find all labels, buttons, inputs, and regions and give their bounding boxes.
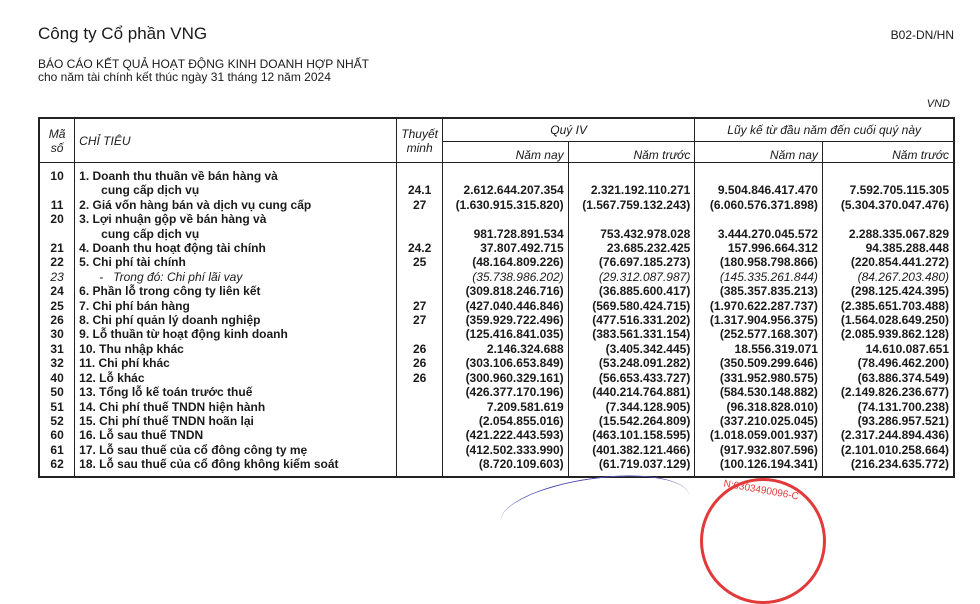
table-row bbox=[39, 443, 954, 457]
value-q4-this-year: 7.209.581.619 bbox=[442, 400, 568, 414]
row-code: 10 bbox=[39, 163, 75, 198]
value-ytd-prev-year: (2.149.826.236.677) bbox=[822, 385, 954, 399]
value-ytd-this-year: (1.970.622.287.737) bbox=[695, 299, 823, 313]
table-row bbox=[39, 428, 954, 442]
table-row bbox=[39, 342, 954, 356]
row-label-line: 6. Phần lỗ trong công ty liên kết bbox=[79, 284, 261, 299]
value-q4-prev-year: (477.516.331.202) bbox=[568, 313, 695, 327]
row-label bbox=[75, 443, 397, 457]
row-code: 52 bbox=[39, 414, 75, 428]
row-note bbox=[397, 212, 443, 241]
value-q4-prev-year: (36.885.600.417) bbox=[568, 284, 695, 298]
table-row bbox=[39, 327, 954, 341]
row-note bbox=[397, 443, 443, 457]
row-code: 30 bbox=[39, 327, 75, 341]
row-note bbox=[397, 284, 443, 298]
value-ytd-this-year: (252.577.168.307) bbox=[695, 327, 823, 341]
row-code: 22 bbox=[39, 255, 75, 269]
value-ytd-prev-year: (2.085.939.862.128) bbox=[822, 327, 954, 341]
row-label-line: 16. Lỗ sau thuế TNDN bbox=[79, 428, 204, 443]
row-label-line: 18. Lỗ sau thuế của cổ đông không kiểm soát bbox=[79, 457, 339, 472]
value-q4-this-year: (8.720.109.603) bbox=[442, 457, 568, 476]
row-note: 26 bbox=[397, 356, 443, 370]
row-note: 27 bbox=[397, 313, 443, 327]
row-code: 50 bbox=[39, 385, 75, 399]
row-note: 25 bbox=[397, 255, 443, 269]
value-ytd-prev-year: 94.385.288.448 bbox=[822, 241, 954, 255]
table-row bbox=[39, 163, 954, 198]
value-q4-this-year: (125.416.841.035) bbox=[442, 327, 568, 341]
row-note: 27 bbox=[397, 198, 443, 212]
row-label-line: 7. Chi phí bán hàng bbox=[79, 298, 190, 313]
row-label bbox=[75, 198, 397, 212]
row-label bbox=[75, 313, 397, 327]
value-q4-prev-year: (383.561.331.154) bbox=[568, 327, 695, 341]
row-label-line: 17. Lỗ sau thuế của cổ đông công ty mẹ bbox=[79, 442, 308, 457]
row-label-line: 2. Giá vốn hàng bán và dịch vụ cung cấp bbox=[79, 197, 312, 212]
value-q4-prev-year: 2.321.192.110.271 bbox=[568, 163, 695, 198]
row-note bbox=[397, 385, 443, 399]
value-ytd-prev-year: 7.592.705.115.305 bbox=[822, 163, 954, 198]
value-q4-prev-year: (15.542.264.809) bbox=[568, 414, 695, 428]
value-q4-prev-year: (1.567.759.132.243) bbox=[568, 198, 695, 212]
value-q4-this-year: (2.054.855.016) bbox=[442, 414, 568, 428]
report-title bbox=[38, 58, 369, 84]
income-statement-table bbox=[38, 117, 955, 478]
value-q4-this-year: (412.502.333.990) bbox=[442, 443, 568, 457]
header-note: Thuyết minh bbox=[397, 118, 443, 163]
value-q4-this-year: (48.164.809.226) bbox=[442, 255, 568, 269]
company-name: Công ty Cổ phần VNG bbox=[38, 24, 208, 43]
value-ytd-this-year: (1.317.904.956.375) bbox=[695, 313, 823, 327]
row-label-line: 10. Thu nhập khác bbox=[79, 341, 184, 356]
value-ytd-this-year: (331.952.980.575) bbox=[695, 371, 823, 385]
table-row bbox=[39, 371, 954, 385]
value-ytd-prev-year: (2.101.010.258.664) bbox=[822, 443, 954, 457]
table-row bbox=[39, 212, 954, 241]
table-row bbox=[39, 255, 954, 269]
row-label-line: 8. Chi phí quản lý doanh nghiệp bbox=[79, 313, 261, 328]
value-q4-this-year: 981.728.891.534 bbox=[442, 212, 568, 241]
row-label bbox=[75, 428, 397, 442]
value-ytd-this-year: 18.556.319.071 bbox=[695, 342, 823, 356]
value-q4-prev-year: (7.344.128.905) bbox=[568, 400, 695, 414]
row-code: 61 bbox=[39, 443, 75, 457]
table-row bbox=[39, 356, 954, 370]
company-seal bbox=[700, 478, 826, 604]
row-label bbox=[75, 414, 397, 428]
value-q4-prev-year: (61.719.037.129) bbox=[568, 457, 695, 476]
value-q4-prev-year: (569.580.424.715) bbox=[568, 299, 695, 313]
header-q4-this-year: Năm nay bbox=[442, 142, 568, 163]
row-label bbox=[75, 342, 397, 356]
value-q4-this-year: (300.960.329.161) bbox=[442, 371, 568, 385]
value-ytd-this-year: (6.060.576.371.898) bbox=[695, 198, 823, 212]
row-code: 23 bbox=[39, 270, 75, 284]
value-q4-this-year: (303.106.653.849) bbox=[442, 356, 568, 370]
seal-text: N:0303490096-C bbox=[722, 478, 800, 503]
row-code: 24 bbox=[39, 284, 75, 298]
row-label bbox=[75, 400, 397, 414]
row-code: 62 bbox=[39, 457, 75, 476]
value-ytd-this-year: (350.509.299.646) bbox=[695, 356, 823, 370]
value-ytd-prev-year: (78.496.462.200) bbox=[822, 356, 954, 370]
value-ytd-prev-year: (220.854.441.272) bbox=[822, 255, 954, 269]
row-label-line: 14. Chi phí thuế TNDN hiện hành bbox=[79, 399, 266, 414]
row-label-line: 4. Doanh thu hoạt động tài chính bbox=[79, 241, 266, 256]
row-label-line: cung cấp dịch vụ bbox=[101, 226, 200, 241]
row-note bbox=[397, 400, 443, 414]
value-q4-this-year: (309.818.246.716) bbox=[442, 284, 568, 298]
row-code: 26 bbox=[39, 313, 75, 327]
value-q4-this-year: (427.040.446.846) bbox=[442, 299, 568, 313]
value-ytd-this-year: (100.126.194.341) bbox=[695, 457, 823, 476]
row-label bbox=[75, 241, 397, 255]
value-q4-this-year: (1.630.915.315.820) bbox=[442, 198, 568, 212]
table-row bbox=[39, 270, 954, 284]
row-code: 11 bbox=[39, 198, 75, 212]
row-label-line: 5. Chi phí tài chính bbox=[79, 255, 186, 270]
value-ytd-prev-year: 14.610.087.651 bbox=[822, 342, 954, 356]
value-q4-prev-year: 753.432.978.028 bbox=[568, 212, 695, 241]
row-label-line: - Trong đó: Chi phí lãi vay bbox=[79, 269, 243, 284]
row-label bbox=[75, 385, 397, 399]
value-q4-this-year: 37.807.492.715 bbox=[442, 241, 568, 255]
row-label bbox=[75, 163, 397, 198]
value-q4-this-year: 2.146.324.688 bbox=[442, 342, 568, 356]
value-ytd-prev-year: (2.385.651.703.488) bbox=[822, 299, 954, 313]
row-label bbox=[75, 356, 397, 370]
value-ytd-prev-year: (298.125.424.395) bbox=[822, 284, 954, 298]
row-label-line: cung cấp dịch vụ bbox=[101, 183, 200, 198]
value-ytd-this-year: (385.357.835.213) bbox=[695, 284, 823, 298]
table-row bbox=[39, 284, 954, 298]
table-row bbox=[39, 299, 954, 313]
row-code: 31 bbox=[39, 342, 75, 356]
value-q4-this-year: 2.612.644.207.354 bbox=[442, 163, 568, 198]
value-q4-prev-year: (440.214.764.881) bbox=[568, 385, 695, 399]
row-label-line: 1. Doanh thu thuần về bán hàng và bbox=[79, 169, 278, 183]
row-code: 51 bbox=[39, 400, 75, 414]
row-note bbox=[397, 270, 443, 284]
signature bbox=[497, 465, 694, 552]
value-q4-prev-year: 23.685.232.425 bbox=[568, 241, 695, 255]
row-code: 32 bbox=[39, 356, 75, 370]
currency-label: VND bbox=[926, 98, 950, 110]
row-label bbox=[75, 270, 397, 284]
value-ytd-this-year: 3.444.270.045.572 bbox=[695, 212, 823, 241]
value-q4-prev-year: (463.101.158.595) bbox=[568, 428, 695, 442]
header-ytd-prev-year: Năm trước bbox=[822, 142, 954, 163]
value-q4-prev-year: (3.405.342.445) bbox=[568, 342, 695, 356]
row-note bbox=[397, 327, 443, 341]
value-ytd-prev-year: (5.304.370.047.476) bbox=[822, 198, 954, 212]
row-note: 24.1 bbox=[397, 163, 443, 198]
value-ytd-this-year: (917.932.807.596) bbox=[695, 443, 823, 457]
row-label bbox=[75, 284, 397, 298]
value-ytd-this-year: (96.318.828.010) bbox=[695, 400, 823, 414]
row-label-line: 12. Lỗ khác bbox=[79, 370, 145, 385]
header-code: Mã số bbox=[39, 118, 75, 163]
report-title-main: BÁO CÁO KẾT QUẢ HOẠT ĐỘNG KINH DOANH HỢP NHẤT bbox=[38, 57, 370, 71]
row-code: 40 bbox=[39, 371, 75, 385]
value-q4-this-year: (421.222.443.593) bbox=[442, 428, 568, 442]
value-ytd-this-year: (584.530.148.882) bbox=[695, 385, 823, 399]
table-row bbox=[39, 241, 954, 255]
row-label bbox=[75, 371, 397, 385]
value-ytd-this-year: 9.504.846.417.470 bbox=[695, 163, 823, 198]
value-q4-this-year: (359.929.722.496) bbox=[442, 313, 568, 327]
table-row bbox=[39, 385, 954, 399]
row-note bbox=[397, 414, 443, 428]
table-row bbox=[39, 198, 954, 212]
header-ytd-this-year: Năm nay bbox=[695, 142, 823, 163]
value-ytd-prev-year: (216.234.635.772) bbox=[822, 457, 954, 476]
row-label-line: 3. Lợi nhuận gộp về bán hàng và bbox=[79, 212, 267, 227]
value-ytd-this-year: (180.958.798.866) bbox=[695, 255, 823, 269]
row-label-line: 15. Chi phí thuế TNDN hoãn lại bbox=[79, 413, 254, 428]
row-note: 27 bbox=[397, 299, 443, 313]
value-q4-prev-year: (53.248.091.282) bbox=[568, 356, 695, 370]
row-note: 24.2 bbox=[397, 241, 443, 255]
header-item: CHỈ TIÊU bbox=[75, 118, 397, 163]
table-row bbox=[39, 457, 954, 476]
row-code: 25 bbox=[39, 299, 75, 313]
value-q4-this-year: (426.377.170.196) bbox=[442, 385, 568, 399]
table-row bbox=[39, 400, 954, 414]
row-label-line: 11. Chi phí khác bbox=[79, 356, 170, 371]
report-period: cho năm tài chính kết thúc ngày 31 tháng 12 năm 2024 bbox=[38, 70, 331, 84]
row-code: 20 bbox=[39, 212, 75, 241]
row-label-line: 9. Lỗ thuần từ hoạt động kinh doanh bbox=[79, 327, 288, 342]
value-ytd-this-year: 157.996.664.312 bbox=[695, 241, 823, 255]
header-q4: Quý IV bbox=[442, 118, 694, 142]
row-code: 21 bbox=[39, 241, 75, 255]
row-note: 26 bbox=[397, 342, 443, 356]
value-q4-prev-year: (401.382.121.466) bbox=[568, 443, 695, 457]
value-ytd-prev-year: (84.267.203.480) bbox=[822, 270, 954, 284]
value-ytd-prev-year: 2.288.335.067.829 bbox=[822, 212, 954, 241]
value-ytd-prev-year: (93.286.957.521) bbox=[822, 414, 954, 428]
row-note: 26 bbox=[397, 371, 443, 385]
row-note bbox=[397, 428, 443, 442]
value-ytd-this-year: (1.018.059.001.937) bbox=[695, 428, 823, 442]
row-label bbox=[75, 327, 397, 341]
header-q4-prev-year: Năm trước bbox=[568, 142, 695, 163]
value-ytd-this-year: (145.335.261.844) bbox=[695, 270, 823, 284]
row-label bbox=[75, 457, 397, 476]
value-q4-prev-year: (56.653.433.727) bbox=[568, 371, 695, 385]
header-ytd: Lũy kế từ đầu năm đến cuối quý này bbox=[695, 118, 954, 142]
table-row bbox=[39, 414, 954, 428]
value-ytd-this-year: (337.210.025.045) bbox=[695, 414, 823, 428]
row-code: 60 bbox=[39, 428, 75, 442]
row-label bbox=[75, 255, 397, 269]
row-label-line: 13. Tổng lỗ kế toán trước thuế bbox=[79, 385, 253, 400]
value-ytd-prev-year: (74.131.700.238) bbox=[822, 400, 954, 414]
value-q4-this-year: (35.738.986.202) bbox=[442, 270, 568, 284]
row-note bbox=[397, 457, 443, 476]
row-label bbox=[75, 299, 397, 313]
table-row bbox=[39, 313, 954, 327]
value-q4-prev-year: (76.697.185.273) bbox=[568, 255, 695, 269]
value-ytd-prev-year: (63.886.374.549) bbox=[822, 371, 954, 385]
value-ytd-prev-year: (1.564.028.649.250) bbox=[822, 313, 954, 327]
value-q4-prev-year: (29.312.087.987) bbox=[568, 270, 695, 284]
row-label bbox=[75, 212, 397, 241]
value-ytd-prev-year: (2.317.244.894.436) bbox=[822, 428, 954, 442]
form-code: B02-DN/HN bbox=[890, 28, 954, 42]
